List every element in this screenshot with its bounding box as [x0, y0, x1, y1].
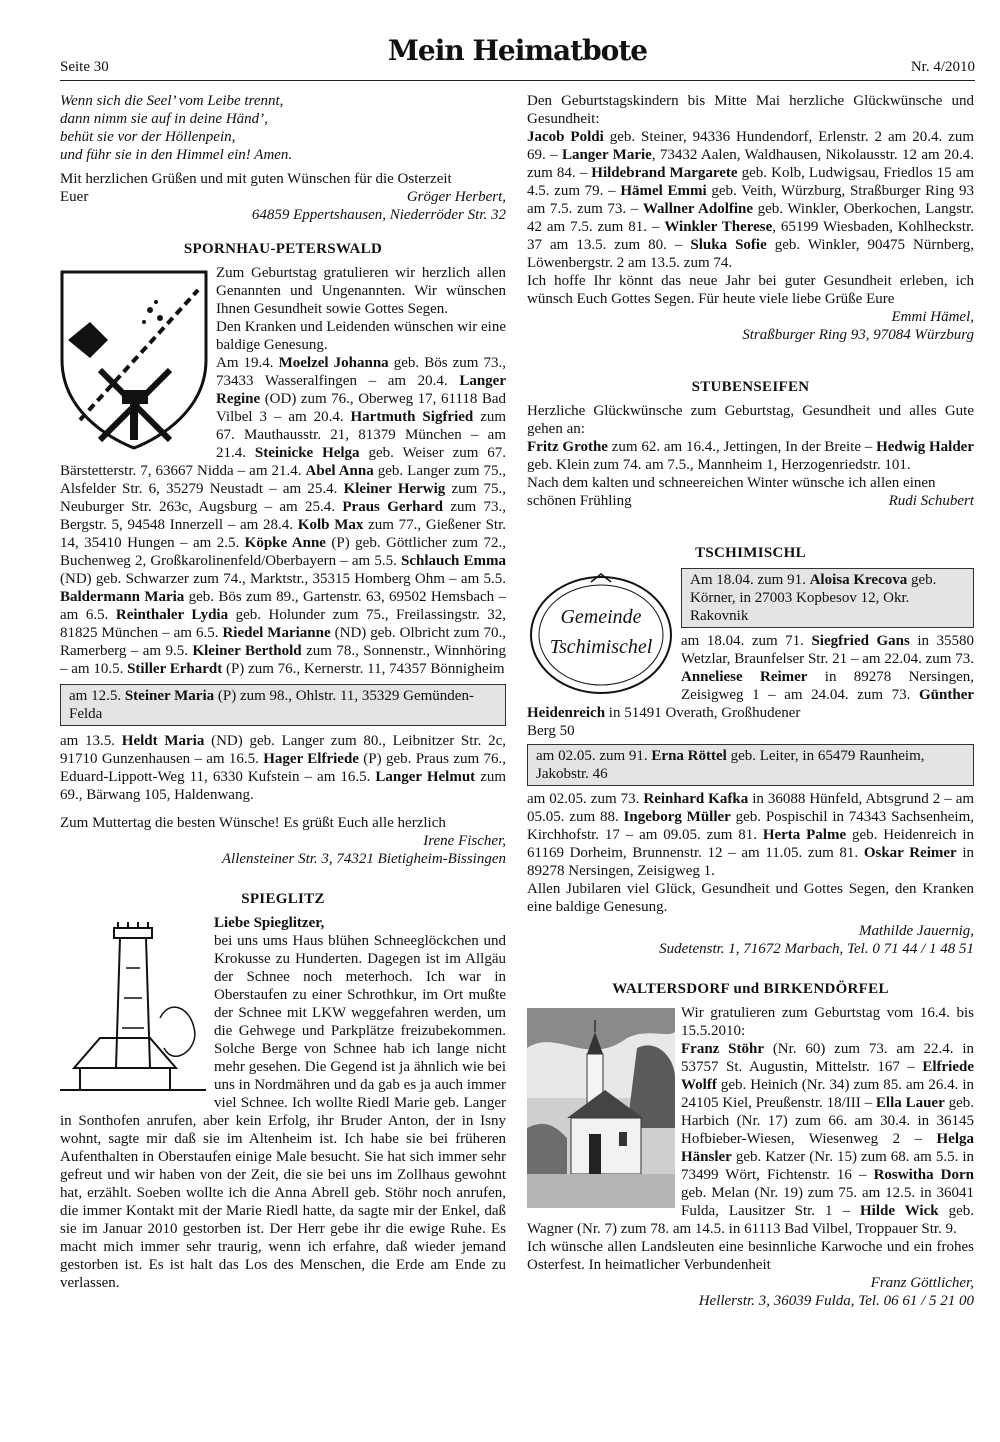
person-name: Elfriede Wolff [681, 1059, 974, 1093]
signature-name: Emmi Hämel, [891, 309, 974, 325]
poem-line: Wenn sich die Seel’ vom Leibe trennt, [60, 93, 284, 109]
person-name: Hilde Wick [860, 1203, 939, 1219]
birthday-intro: Den Geburtstagskindern bis Mitte Mai herzliche Glückwünsche und Gesundheit: [527, 93, 974, 127]
page-number: Seite 30 [60, 59, 109, 75]
highlight-box: Am 18.04. zum 91. Aloisa Krecova geb. Körner, in 27003 Kopbesov 12, Okr. Rakovnik [681, 568, 974, 628]
person-name: Helga Hänsler [681, 1131, 975, 1165]
person-name: Sluka Sofie [690, 237, 767, 253]
person-name: Ingeborg Müller [623, 809, 731, 825]
birthday-list: Jacob Poldi geb. Steiner, 94336 Hundendorf, Erlenstr. 2 am 20.4. zum 69. – Langer Marie, 73432 Aalen, Waldhausen, Nikolausstr. 12 am 20.4. zum 84. – Hildebrand Margarete geb. Kolb, Ludwigsau, Friedlos 15 am 4.5. zum 79. – Hämel Emmi geb. Veith, Würzburg, Straßburger Ring 93 am 7.5. zum 73. – Wallner Adolfine geb. Winkler, Oberkochen, Langstr. 42 am 7.5. zum 81. – Winkler Therese, 65199 Wiesbaden, Kohlheckstr. 37 am 13.5. zum 80. – Sluka Sofie geb. Winkler, 90475 Nürnberg, Löwenbergstr. 2 am 13.5. zum 74. [527, 129, 975, 271]
person-name: Köpke Anne [244, 535, 326, 551]
person-name: Kleiner Herwig [343, 481, 446, 497]
masthead-title: Mein Heimatbote [387, 34, 648, 67]
section-title-spornhau: SPORNHAU-PETERSWALD [183, 241, 383, 257]
coat-of-arms-image [60, 270, 208, 452]
highlight-box: am 12.5. Steiner Maria (P) zum 98., Ohlstr. 11, 35329 Gemünden-Felda [60, 684, 506, 726]
person-name: Wallner Adolfine [642, 201, 754, 217]
closing-wishes: Ich wünsche allen Landsleuten eine besinnliche Karwoche und ein frohes Osterfest. In heimatlicher Verbundenheit [527, 1239, 974, 1273]
person-name: Oskar Reimer [863, 845, 957, 861]
section-intro: Wir gratulieren zum Geburtstag vom 16.4. bis 15.5.2010: [681, 1005, 974, 1039]
birthday-list: Franz Stöhr (Nr. 60) zum 73. am 22.4. in 53757 St. Augustin, Mittelstr. 167 – Elfriede Wolff geb. Heinich (Nr. 34) zum 85. am 26.4. in 24105 Kiel, Preußenstr. 18/III – Ella Lauer geb. Harbich (Nr. 17) zum 66. am 30.4. in 36145 Hofbieber-Wiesen, Wiesenweg 2 – Helga Hänsler geb. Katzer (Nr. 15) zum 68. am 5.5. in 73499 Wört, Fichtenstr. 16 – Roswitha Dorn geb. Melan (Nr. 19) zum 75. am 12.5. in 36041 Fulda, Lausitzer Str. 1 – Hilde Wick geb. Wagner (Nr. 7) zum 78. am 14.5. in 61113 Bad Vilbel, Troppauer Str. 9. [527, 1041, 975, 1237]
person-name: Steinicke Helga [254, 445, 360, 461]
person-name: Steiner Maria [124, 688, 215, 704]
person-name: Langer Marie [561, 147, 652, 163]
issue-number: Nr. 4/2010 [910, 59, 975, 75]
signature-address: Sudetenstr. 1, 71672 Marbach, Tel. 0 71 44 / 1 48 51 [659, 941, 974, 957]
poem-line: behüt sie vor der Höllenpein, [60, 129, 236, 145]
person-name: Aloisa Krecova [809, 572, 908, 588]
section-title-spieglitz: SPIEGLITZ [241, 891, 325, 907]
person-name: Roswitha Dorn [873, 1167, 975, 1183]
person-name: Reinhard Kafka [643, 791, 749, 807]
person-name: Heldt Maria [121, 733, 205, 749]
chapel-photo [527, 1008, 675, 1208]
birthday-list-cont: am 13.5. Heldt Maria (ND) geb. Langer zum 80., Leibnitzer Str. 2c, 91710 Gunzenhausen – am 16.5. Hager Elfriede (P) geb. Praus zum 76., Eduard-Lippott-Weg 11, 6330 Kufstein – am 16.5. Langer Helmut zum 69., Bärwang 105, Haldenwang. [60, 733, 507, 803]
jubilee-wishes: Allen Jubilaren viel Glück, Gesundheit und Gottes Segen, den Kranken eine baldige Genesung. [527, 881, 974, 915]
greeting-euer: Euer [60, 189, 89, 205]
signature-address: 64859 Eppertshausen, Niederröder Str. 32 [251, 207, 506, 223]
greeting: Mit herzlichen Grüßen und mit guten Wünschen für die Osterzeit [60, 171, 452, 187]
header-rule [60, 80, 975, 81]
person-name: Hartmuth Sigfried [350, 409, 474, 425]
section-title-waltersdorf: WALTERSDORF und BIRKENDÖRFEL [612, 981, 889, 997]
person-name: Hager Elfriede [263, 751, 359, 767]
letter-salute: Liebe Spieglitzer, [214, 915, 325, 931]
person-name: Langer Helmut [375, 769, 476, 785]
right-column [527, 92, 974, 1310]
address-cont: Berg 50 [527, 723, 575, 739]
birthday-list: Am 19.4. Moelzel Johanna geb. Bös zum 73., 73433 Wasseralfingen – am 20.4. Langer Regine (OD) zum 76., Oberweg 17, 61118 Bad Vilbel 3 – am 20.4. Hartmuth Sigfried zum 67. Mauthausstr. 21, 81379 München – am 21.4. Steinicke Helga geb. Weiser zum 67. Bärstetterstr. 7, 63667 Nidda – am 21.4. Abel Anna geb. Langer zum 75., Alsfelder Str. 6, 35279 Neustadt – am 25.4. Kleiner Herwig zum 75., Neuburger Str. 263c, Augsburg – am 25.4. Praus Gerhard zum 73., Bergstr. 5, 94548 Innerzell – am 28.4. Kolb Max zum 77., Gießener Str. 14, 35410 Hungen – am 2.5. Köpke Anne (P) geb. Göttlicher zum 72., Buchenweg 2, Großkarolinenfeld/Oberbayern – am 5.5. Schlauch Emma (ND) geb. Schwarzer zum 74., Marktstr., 35315 Homberg Ohm – am 5.5. Baldermann Maria geb. Bös zum 89., Gartenstr. 63, 69502 Hemsbach – am 6.5. Reinthaler Lydia geb. Holunder zum 75., Freilassingstr. 32, 81825 München – am 6.5. Riedel Marianne (ND) geb. Olbricht zum 70., Ramerberg – am 9.5. Kleiner Berthold zum 78., Sonnenstr., Winnhöring – am 10.5. Stiller Erhardt (P) zum 76., Kernerstr. 11, 74357 Bönnigheim [60, 355, 507, 677]
hope-text: Ich hoffe Ihr könnt das neue Jahr bei guter Gesundheit erleben, ich wünsch Euch Gottes Segen. Für heute viele liebe Grüße Eure [527, 273, 974, 307]
person-name: Hildebrand Margarete [591, 165, 738, 181]
person-name: Abel Anna [305, 463, 374, 479]
person-name: Ella Lauer [875, 1095, 945, 1111]
signature-line [60, 188, 506, 206]
stamp-line-1: Gemeinde [560, 606, 642, 628]
signature-address: Allensteiner Str. 3, 74321 Bietigheim-Bissingen [221, 851, 506, 867]
signature-address: Straßburger Ring 93, 97084 Würzburg [742, 327, 974, 343]
municipality-stamp [527, 572, 675, 698]
signature-name: Mathilde Jauernig, [859, 923, 974, 939]
muttertag-wishes: Zum Muttertag die besten Wünsche! Es grüßt Euch alle herzlich [60, 815, 446, 831]
person-name: Erna Röttel [651, 748, 727, 764]
birthday-list: am 18.04. zum 71. Siegfried Gans in 35580 Wetzlar, Braunfelser Str. 21 – am 22.04. zum 73. Anneliese Reimer in 89278 Nersingen, Zeisigweg 1 – am 24.04. zum 73. Günther Heidenreich in 51491 Overath, Großhudener [527, 633, 975, 721]
person-name: Franz Stöhr [681, 1041, 764, 1057]
person-name: Siegfried Gans [811, 633, 910, 649]
person-name: Baldermann Maria [60, 589, 185, 605]
person-name: Winkler Therese [664, 219, 773, 235]
poem-line: und führ sie in den Himmel ein! Amen. [60, 147, 293, 163]
section-sick-wishes: Den Kranken und Leidenden wünschen wir eine baldige Genesung. [216, 319, 506, 353]
person-name: Hämel Emmi [620, 183, 707, 199]
signature-address: Hellerstr. 3, 36039 Fulda, Tel. 06 61 / 5 21 00 [698, 1293, 974, 1309]
person-name: Fritz Grothe [527, 439, 608, 455]
letter-body: bei uns ums Haus blühen Schneeglöckchen und Krokusse zu Hunderten. Dagegen ist im Allgäu der Schnee noch meterhoch. Ich war in Oberstaufen zu einer Schrothkur, im Ort mußte der Schnee mit LKW weggefahren werden, um die Gehwege und Parkplätze freizubekommen. Solche Berge von Schnee hab ich lange nicht mehr gesehen. Die Gegend ist ja ähnlich wie bei uns in Nordmähren und da gab es ja auch immer viel Schnee. Ich wollte Riedl Marie geb. Langer in Sonthofen anrufen, aber kein Erfolg, ihr Bruder Anton, der in Isny wohnt, sagte mir daß sie im Altenheim ist. Ich habe sie bei früheren Aufenthalten in Oberstaufen einige Male besucht. Sie hat sich immer sehr gefreut und wir haben von der Zeit, die sie bei uns im Zollhaus gewohnt hat, erzählt. Soeben wollte ich die Anna Abrell geb. Stöhr noch anrufen, die immer Kontakt mit der Marie Riedl hatte, da sagte mir der Enkel, daß sie im Januar 2010 gestorben ist. Der Herr gebe ihr die ewige Ruhe. Es macht mich immer sehr traurig, wenn ich erfahre, daß wieder jemand gestorben ist. Es ist halt das Los des Menschen, die Erde am Ende zu verlassen. [60, 933, 506, 1291]
person-name: Schlauch Emma [401, 553, 506, 569]
section-intro: Zum Geburtstag gratulieren wir herzlich allen Genannten und Ungenannten. Wir wünschen Ihnen Gesundheit sowie Gottes Segen. [216, 265, 506, 317]
poem-line: dann nimm sie auf in deine Händ’, [60, 111, 268, 127]
signature-name: Gröger Herbert, [406, 189, 506, 205]
section-title-tschimischl: TSCHIMISCHL [695, 545, 806, 561]
stamp-line-2: Tschimischel [549, 636, 653, 658]
person-name: Moelzel Johanna [278, 355, 389, 371]
person-name: Riedel Marianne [222, 625, 331, 641]
person-name: Praus Gerhard [342, 499, 444, 515]
person-name: Kolb Max [297, 517, 364, 533]
person-name: Reinthaler Lydia [115, 607, 229, 623]
signature-name: Franz Göttlicher, [870, 1275, 974, 1291]
person-name: Jacob Poldi [527, 129, 604, 145]
person-name: Hedwig Halder [876, 439, 974, 455]
person-name: Günther Heidenreich [527, 687, 975, 721]
poem [60, 92, 506, 164]
signature-name: Irene Fischer, [423, 833, 506, 849]
person-name: Anneliese Reimer [681, 669, 808, 685]
winter-wishes: Nach dem kalten und schneereichen Winter wünsche ich allen einen schönen Frühling Rudi Schubert [527, 475, 974, 509]
signature-name: Rudi Schubert [888, 493, 974, 509]
left-column [60, 92, 506, 1292]
section-title-stubenseifen: STUBENSEIFEN [691, 379, 810, 395]
person-name: Herta Palme [762, 827, 847, 843]
section-intro: Herzliche Glückwünsche zum Geburtstag, Gesundheit und alles Gute gehen an: [527, 403, 974, 437]
person-name: Langer Regine [216, 373, 506, 407]
highlight-box: am 02.05. zum 91. Erna Röttel geb. Leiter, in 65479 Raunheim, Jakobstr. 46 [527, 744, 974, 786]
birthday-list-cont: am 02.05. zum 73. Reinhard Kafka in 36088 Hünfeld, Abtsgrund 2 – am 05.05. zum 88. Ingeborg Müller geb. Pospischil in 74343 Sachsenheim, Kirchhofstr. 17 – am 09.05. zum 81. Herta Palme geb. Heidenreich in 61169 Dorheim, Brunnenstr. 12 – am 11.05. zum 81. Oskar Reimer in 89278 Nersingen, Zeisigweg 1. [527, 791, 975, 879]
birthday-list: Fritz Grothe zum 62. am 16.4., Jettingen, In der Breite – Hedwig Halder geb. Klein zum 74. am 7.5., Mannheim 1, Herzogenriedstr. 101. [527, 439, 974, 473]
person-name: Stiller Erhardt [127, 661, 223, 677]
tower-drawing-image [60, 918, 206, 1098]
person-name: Kleiner Berthold [192, 643, 302, 659]
